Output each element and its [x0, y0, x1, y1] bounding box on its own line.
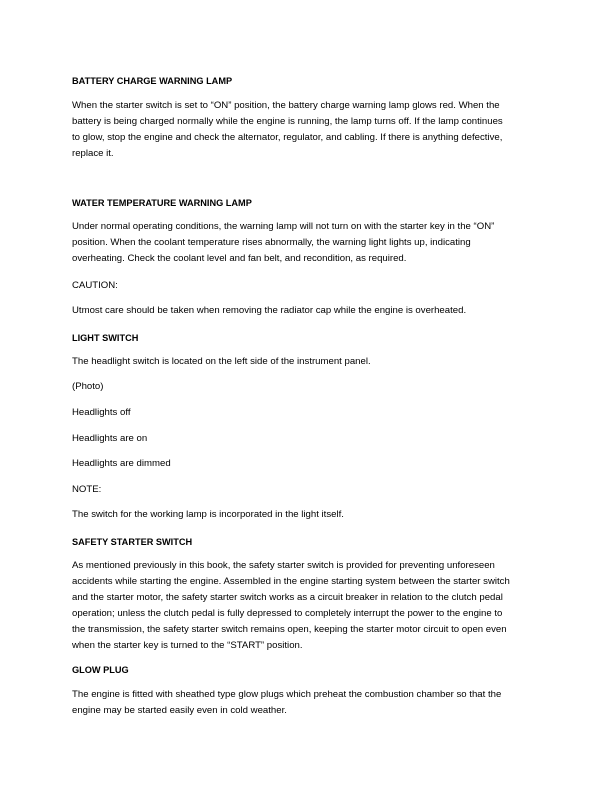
heading-glow-plug: GLOW PLUG: [72, 665, 129, 675]
text-line: As mentioned previously in this book, the safety starter switch is provided for preventing unforeseen: [72, 560, 495, 571]
text-line: engine may be started easily even in cold weather.: [72, 705, 287, 716]
text-line: and the starter motor, the safety starter switch works as a circuit breaker in relation to the clutch pedal: [72, 592, 503, 603]
text-line: accidents while starting the engine. Assembled in the engine starting system between the starter switch: [72, 576, 510, 587]
heading-water-temperature: WATER TEMPERATURE WARNING LAMP: [72, 198, 252, 208]
caution-text: Utmost care should be taken when removing the radiator cap while the engine is overheated.: [72, 305, 467, 316]
paragraph-battery-charge: [72, 98, 503, 162]
heading-safety-starter-switch: SAFETY STARTER SWITCH: [72, 537, 193, 547]
paragraph-safety-starter-switch: [72, 558, 510, 654]
caution-label: CAUTION:: [72, 280, 118, 291]
list-item: Headlights are on: [72, 433, 148, 444]
list-item: Headlights are dimmed: [72, 458, 171, 469]
text-line: when the starter key is turned to the “START” position.: [72, 640, 303, 651]
text-line: overheating. Check the coolant level and fan belt, and recondition, as required.: [72, 253, 407, 264]
note-text: The switch for the working lamp is incorporated in the light itself.: [72, 509, 344, 520]
text-line: position. When the coolant temperature rises abnormally, the warning light lights up, indicating: [72, 237, 471, 248]
text-line: Under normal operating conditions, the warning lamp will not turn on with the starter key in the “ON”: [72, 221, 495, 232]
list-item: Headlights off: [72, 407, 131, 418]
note-label: NOTE:: [72, 484, 102, 495]
photo-placeholder: (Photo): [72, 381, 104, 392]
light-switch-intro: The headlight switch is located on the left side of the instrument panel.: [72, 356, 371, 367]
text-line: battery is being charged normally while the engine is running, the lamp turns off. If the lamp continues: [72, 116, 503, 127]
text-line: the transmission, the safety starter switch remains open, keeping the starter motor circuit to open even: [72, 624, 507, 635]
text-line: replace it.: [72, 148, 114, 159]
paragraph-glow-plug: [72, 687, 501, 719]
text-line: to glow, stop the engine and check the alternator, regulator, and cabling. If there is anything defective,: [72, 132, 503, 143]
heading-battery-charge: BATTERY CHARGE WARNING LAMP: [72, 76, 233, 86]
text-line: When the starter switch is set to “ON” position, the battery charge warning lamp glows red. When the: [72, 100, 500, 111]
text-line: The engine is fitted with sheathed type glow plugs which preheat the combustion chamber so that the: [72, 689, 502, 700]
heading-light-switch: LIGHT SWITCH: [72, 333, 139, 343]
text-line: operation; unless the clutch pedal is fully depressed to completely interrupt the power to the engine to: [72, 608, 503, 619]
paragraph-water-temperature: [72, 219, 494, 267]
